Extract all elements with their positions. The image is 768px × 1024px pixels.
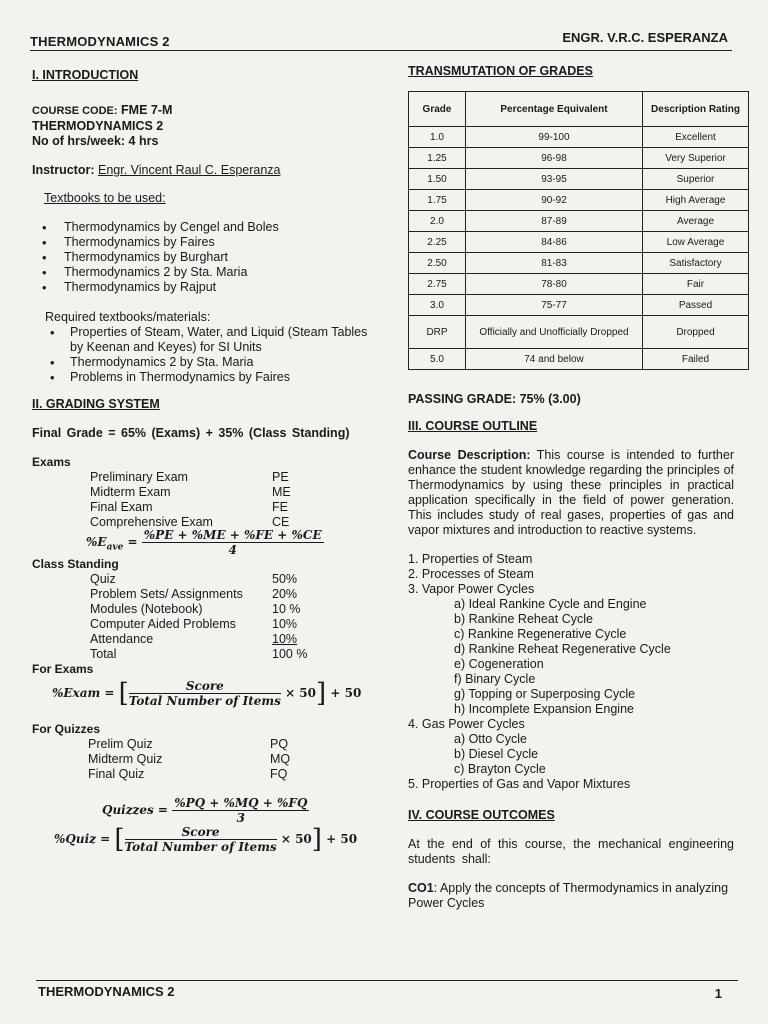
instructor-name: Engr. Vincent Raul C. Esperanza — [97, 163, 281, 177]
table-cell: Excellent — [643, 127, 749, 148]
final-grade-formula: Final Grade = 65% (Exams) + 35% (Class Standing) — [32, 426, 350, 440]
list-item: 1. Properties of Steam — [408, 552, 533, 566]
quiz-formula: %Quiz = [ $\frac{\text{Score}}{\text{Total Number of Items}}$ × 50] + 50 — [54, 824, 358, 855]
table-row — [409, 232, 749, 253]
list-subitem: c) Rankine Regenerative Cycle — [454, 627, 627, 641]
eave-formula: $\%E_{ave}$ = $\frac{\%PE + \%ME + \%FE + \%CE}{4}$ — [86, 528, 322, 557]
co1-text: : Apply the concepts of Thermodynamics in analyzing Power Cycles — [408, 881, 729, 910]
required-list — [32, 325, 372, 385]
transmutation-title: TRANSMUTATION OF GRADES — [408, 64, 593, 78]
table-cell: Average — [643, 211, 749, 232]
table-cell: 74 and below — [466, 349, 643, 370]
list-item: • Properties of Steam, Water, and Liquid (Steam Tables by Keenan and Keyes) for SI Units — [50, 325, 372, 355]
textbook-list — [32, 220, 372, 295]
table-cell: 1.75 — [409, 190, 466, 211]
table-cell: 75-77 — [466, 295, 643, 316]
list-subitem: c) Brayton Cycle — [454, 762, 546, 776]
table-cell: Very Superior — [643, 148, 749, 169]
footer-rule — [36, 980, 738, 981]
exams-list — [32, 470, 372, 530]
course-outline-list — [408, 552, 734, 792]
column-header: Description Rating — [643, 92, 749, 127]
list-item: 5. Properties of Gas and Vapor Mixtures — [408, 777, 631, 791]
table-row — [409, 295, 749, 316]
list-item: 3. Vapor Power Cycles — [408, 582, 535, 596]
list-item: Preliminary Exam PE — [90, 470, 289, 484]
table-cell: 2.25 — [409, 232, 466, 253]
passing-grade: PASSING GRADE: 75% (3.00) — [408, 392, 581, 406]
table-cell: Passed — [643, 295, 749, 316]
exam-formula: %Exam = [ $\frac{\text{Score}}{\text{Total Number of Items}}$ × 50] + 50 — [52, 678, 362, 709]
table-cell: 96-98 — [466, 148, 643, 169]
list-item: 2. Processes of Steam — [408, 567, 534, 581]
page-number: 1 — [714, 986, 722, 1001]
table-cell: 2.50 — [409, 253, 466, 274]
for-exams-heading: For Exams — [32, 662, 94, 676]
table-cell: 1.50 — [409, 169, 466, 190]
outcomes-title: IV. COURSE OUTCOMES — [408, 808, 555, 822]
list-item: Prelim Quiz PQ — [88, 737, 289, 751]
list-item: 4. Gas Power Cycles — [408, 717, 525, 731]
column-header: Grade — [409, 92, 466, 127]
table-cell: Low Average — [643, 232, 749, 253]
table-cell: High Average — [643, 190, 749, 211]
table-cell: 3.0 — [409, 295, 466, 316]
table-cell: 93-95 — [466, 169, 643, 190]
course-name: THERMODYNAMICS 2 — [32, 119, 164, 133]
course-hours: No of hrs/week: 4 hrs — [32, 134, 159, 148]
column-header: Percentage Equivalent — [466, 92, 643, 127]
table-body — [409, 127, 749, 370]
table-cell: 1.0 — [409, 127, 466, 148]
table-row — [409, 253, 749, 274]
table-row — [409, 349, 749, 370]
list-subitem: a) Ideal Rankine Cycle and Engine — [454, 597, 647, 611]
class-standing-heading: Class Standing — [32, 557, 119, 571]
list-subitem: e) Cogeneration — [454, 657, 544, 671]
list-item: • Thermodynamics by Faires — [42, 235, 372, 250]
course-outcome-1 — [408, 881, 734, 911]
table-row: Quiz 50% — [90, 572, 298, 586]
list-subitem: a) Otto Cycle — [454, 732, 527, 746]
list-item: • Thermodynamics by Burghart — [42, 250, 372, 265]
list-item: Midterm Exam ME — [90, 485, 291, 499]
table-header-row — [409, 92, 749, 127]
exams-heading: Exams — [32, 455, 71, 469]
table-cell: 5.0 — [409, 349, 466, 370]
list-item: • Thermodynamics 2 by Sta. Maria — [42, 265, 372, 280]
table-row: Modules (Notebook) 10 % — [90, 602, 301, 616]
list-item: Midterm Quiz MQ — [88, 752, 291, 766]
table-row: Total 100 % — [90, 647, 308, 661]
for-quizzes-heading: For Quizzes — [32, 722, 101, 736]
list-item: • Thermodynamics by Cengel and Boles — [42, 220, 372, 235]
course-code-label: COURSE CODE: — [32, 105, 118, 117]
table-cell: 81-83 — [466, 253, 643, 274]
table-row — [409, 211, 749, 232]
table-cell: 87-89 — [466, 211, 643, 232]
instructor-label: Instructor: — [32, 163, 95, 177]
table-cell: 84-86 — [466, 232, 643, 253]
outline-title: III. COURSE OUTLINE — [408, 419, 538, 433]
table-cell: Fair — [643, 274, 749, 295]
header-author: ENGR. V.R.C. ESPERANZA — [562, 30, 728, 45]
list-item: Final Quiz FQ — [88, 767, 288, 781]
right-column — [408, 64, 740, 911]
table-cell: 90-92 — [466, 190, 643, 211]
table-row — [409, 127, 749, 148]
list-subitem: b) Rankine Reheat Cycle — [454, 612, 593, 626]
outcomes-intro: At the end of this course, the mechanical engineering students shall: — [408, 837, 734, 866]
quizzes-list — [32, 737, 372, 782]
table-row: Attendance 10% — [90, 632, 298, 646]
list-subitem: h) Incomplete Expansion Engine — [454, 702, 634, 716]
list-subitem: d) Rankine Reheat Regenerative Cycle — [454, 642, 671, 656]
list-subitem: g) Topping or Superposing Cycle — [454, 687, 636, 701]
instructor-line — [32, 163, 372, 178]
intro-title: I. INTRODUCTION — [32, 68, 139, 82]
table-cell: Superior — [643, 169, 749, 190]
table-cell: 99-100 — [466, 127, 643, 148]
grading-title: II. GRADING SYSTEM — [32, 397, 160, 411]
table-cell: DRP — [409, 316, 466, 349]
table-cell: 2.0 — [409, 211, 466, 232]
table-row: Problem Sets/ Assignments 20% — [90, 587, 298, 601]
transmutation-table — [408, 91, 749, 370]
co1-label: CO1 — [408, 881, 434, 895]
table-row: Computer Aided Problems 10% — [90, 617, 298, 631]
textbooks-heading: Textbooks to be used: — [44, 191, 166, 205]
table-cell: 2.75 — [409, 274, 466, 295]
list-item: • Thermodynamics by Rajput — [42, 280, 372, 295]
course-description-label: Course Description: — [408, 448, 531, 462]
table-cell: Satisfactory — [643, 253, 749, 274]
list-item: Final Exam FE — [90, 500, 288, 514]
class-standing-list — [32, 572, 372, 662]
header-rule — [30, 50, 732, 51]
list-item: • Problems in Thermodynamics by Faires — [50, 370, 372, 385]
table-cell: 78-80 — [466, 274, 643, 295]
quizzes-formula: Quizzes = $\frac{\%PQ + \%MQ + \%FQ}{3}$ — [102, 796, 308, 825]
list-subitem: f) Binary Cycle — [454, 672, 536, 686]
list-item: Comprehensive Exam CE — [90, 515, 290, 529]
table-row — [409, 274, 749, 295]
footer-course-title: THERMODYNAMICS 2 — [38, 984, 175, 999]
table-cell: Dropped — [643, 316, 749, 349]
table-row — [409, 148, 749, 169]
list-subitem: b) Diesel Cycle — [454, 747, 539, 761]
table-cell: Officially and Unofficially Dropped — [466, 316, 643, 349]
course-description — [408, 448, 734, 538]
table-cell: Failed — [643, 349, 749, 370]
table-row — [409, 316, 749, 349]
table-cell: 1.25 — [409, 148, 466, 169]
course-info — [32, 103, 372, 149]
course-code: FME 7-M — [121, 103, 173, 117]
course-description-text: This course is intended to further enhance the student knowledge regarding the principles of Thermodynamics by using these principles in practical application specifically in the field of power generation. This includes study of real gases, properties of gas and vapor mixtures and introduction to reactive systems. — [408, 448, 734, 537]
list-item: • Thermodynamics 2 by Sta. Maria — [50, 355, 372, 370]
table-row — [409, 169, 749, 190]
header-course-title: THERMODYNAMICS 2 — [30, 34, 170, 49]
left-column — [32, 66, 372, 854]
table-row — [409, 190, 749, 211]
required-heading: Required textbooks/materials: — [45, 310, 211, 324]
